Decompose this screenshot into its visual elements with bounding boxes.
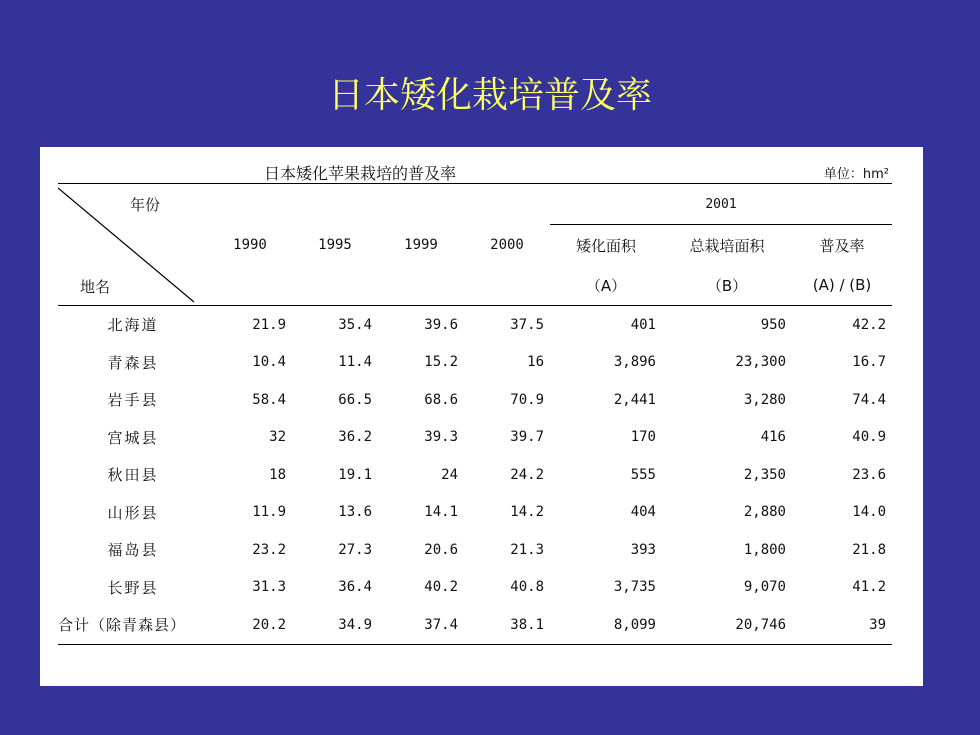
row-name-cell: 长野县	[107, 578, 159, 597]
value-cell: 41.2	[852, 579, 886, 596]
value-cell: 40.9	[852, 429, 886, 446]
value-cell: 34.9	[338, 616, 372, 633]
value-cell: 16.7	[852, 354, 886, 371]
row-name-cell: 山形县	[107, 503, 159, 522]
value-cell: 13.6	[338, 504, 372, 521]
table-row	[58, 494, 892, 532]
year-header: 1999	[378, 184, 464, 306]
group-header-2001: 2001	[705, 196, 737, 212]
table-panel	[40, 147, 923, 686]
value-cell: 21.8	[852, 541, 886, 558]
unit-label: 单位：hm²	[823, 167, 889, 182]
table-row	[58, 606, 892, 644]
value-cell: 555	[630, 466, 656, 483]
col-sub-a: （A）	[550, 265, 662, 306]
table-row	[58, 381, 892, 419]
value-cell: 2,441	[613, 391, 656, 408]
value-cell: 23.6	[852, 466, 886, 483]
row-name-cell: 福岛县	[107, 541, 159, 560]
value-cell: 3,280	[743, 391, 786, 408]
col-header-dwarf-area: 矮化面积	[550, 225, 662, 266]
value-cell: 20.6	[424, 541, 458, 558]
value-cell: 35.4	[338, 316, 372, 333]
corner-place-label: 地名	[80, 278, 111, 296]
value-cell: 40.2	[424, 579, 458, 596]
col-header-rate: 普及率	[792, 225, 892, 266]
value-cell: 20.2	[252, 616, 286, 633]
row-name-cell: 北海道	[107, 316, 159, 335]
table-body	[58, 306, 892, 645]
value-cell: 39	[869, 616, 886, 633]
value-cell: 36.4	[338, 579, 372, 596]
year-header: 1990	[208, 184, 292, 306]
value-cell: 39.6	[424, 316, 458, 333]
value-cell: 39.7	[510, 429, 544, 446]
value-cell: 1,800	[743, 541, 786, 558]
row-name-cell: 青森县	[107, 353, 159, 372]
value-cell: 18	[269, 466, 286, 483]
value-cell: 37.5	[510, 316, 544, 333]
value-cell: 23.2	[252, 541, 286, 558]
value-cell: 14.1	[424, 504, 458, 521]
value-cell: 19.1	[338, 466, 372, 483]
value-cell: 21.9	[252, 316, 286, 333]
table-row	[58, 344, 892, 382]
year-header: 2000	[464, 184, 550, 306]
table-caption: 日本矮化苹果栽培的普及率	[263, 164, 456, 183]
value-cell: 74.4	[852, 391, 886, 408]
year-header: 1995	[292, 184, 378, 306]
row-name-cell: 合计（除青森县）	[58, 616, 187, 635]
value-cell: 393	[630, 541, 656, 558]
value-cell: 38.1	[510, 616, 544, 633]
value-cell: 36.2	[338, 429, 372, 446]
value-cell: 68.6	[424, 391, 458, 408]
value-cell: 11.4	[338, 354, 372, 371]
value-cell: 31.3	[252, 579, 286, 596]
value-cell: 9,070	[743, 579, 786, 596]
value-cell: 39.3	[424, 429, 458, 446]
value-cell: 42.2	[852, 316, 886, 333]
table-row	[58, 531, 892, 569]
value-cell: 416	[760, 429, 786, 446]
value-cell: 170	[630, 429, 656, 446]
table-row	[58, 306, 892, 344]
row-name-cell: 宫城县	[107, 428, 159, 447]
col-sub-b: （B）	[662, 265, 792, 306]
value-cell: 14.2	[510, 504, 544, 521]
value-cell: 58.4	[252, 391, 286, 408]
value-cell: 14.0	[852, 504, 886, 521]
value-cell: 21.3	[510, 541, 544, 558]
value-cell: 40.8	[510, 579, 544, 596]
value-cell: 401	[630, 316, 656, 333]
row-name-cell: 岩手县	[107, 391, 159, 410]
value-cell: 2,880	[743, 504, 786, 521]
row-name-cell: 秋田县	[107, 466, 159, 485]
data-table	[58, 183, 892, 645]
value-cell: 3,735	[613, 579, 656, 596]
value-cell: 16	[527, 354, 544, 371]
value-cell: 37.4	[424, 616, 458, 633]
col-sub-ab: (A) / (B)	[792, 265, 892, 306]
value-cell: 15.2	[424, 354, 458, 371]
value-cell: 11.9	[252, 504, 286, 521]
value-cell: 20,746	[735, 616, 786, 633]
col-header-total-area: 总栽培面积	[662, 225, 792, 266]
value-cell: 950	[760, 316, 786, 333]
value-cell: 24	[441, 466, 458, 483]
value-cell: 3,896	[613, 354, 656, 371]
value-cell: 404	[630, 504, 656, 521]
value-cell: 66.5	[338, 391, 372, 408]
slide-title: 日本矮化栽培普及率	[327, 75, 652, 116]
value-cell: 10.4	[252, 354, 286, 371]
value-cell: 8,099	[613, 616, 656, 633]
value-cell: 24.2	[510, 466, 544, 483]
table-row	[58, 456, 892, 494]
value-cell: 27.3	[338, 541, 372, 558]
value-cell: 32	[269, 429, 286, 446]
table-row	[58, 569, 892, 607]
value-cell: 2,350	[743, 466, 786, 483]
value-cell: 70.9	[510, 391, 544, 408]
corner-year-label: 年份	[130, 196, 161, 214]
value-cell: 23,300	[735, 354, 786, 371]
header-corner	[58, 184, 208, 306]
table-row	[58, 419, 892, 457]
